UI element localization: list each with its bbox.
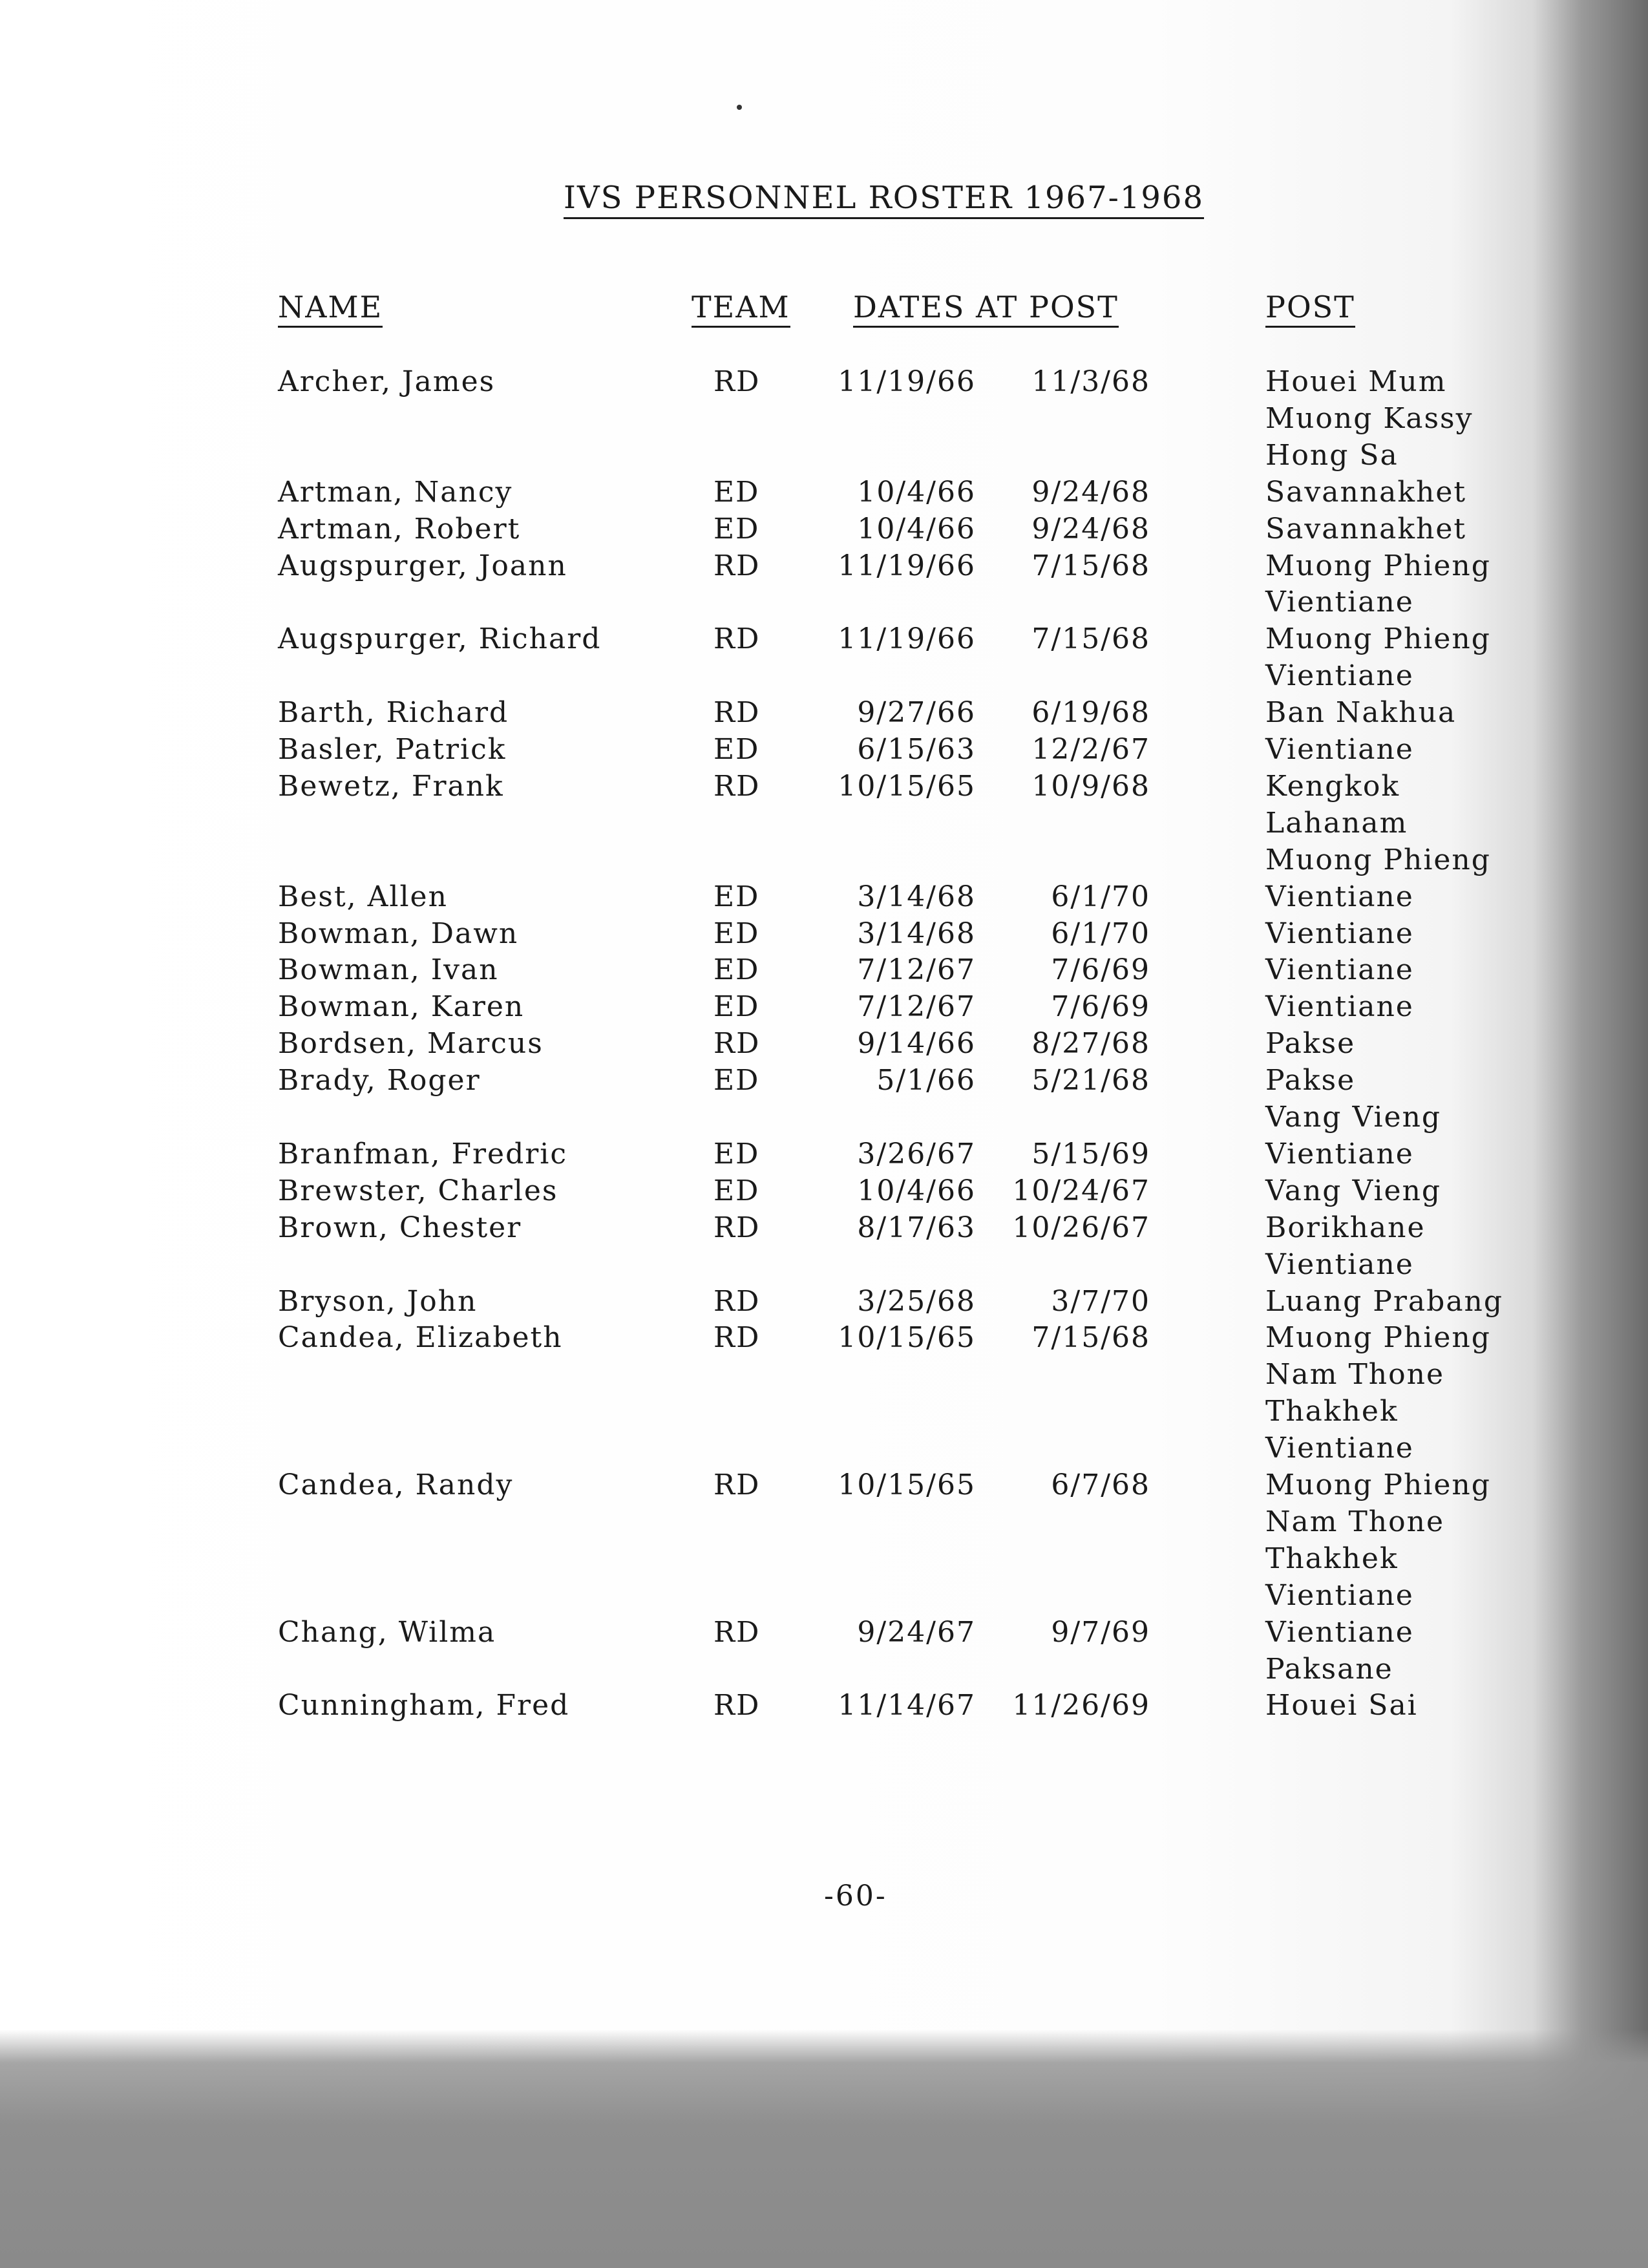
post-location: Luang Prabang [1265, 1285, 1504, 1318]
table-row [0, 1467, 1648, 1503]
start-date: 7/12/67 [857, 990, 976, 1023]
table-row [0, 732, 1648, 768]
table-row [0, 474, 1648, 511]
table-row [0, 511, 1648, 547]
post-location: Vang Vieng [1265, 1174, 1442, 1207]
post-location: Muong Phieng [1265, 843, 1491, 876]
team-code: ED [713, 1174, 760, 1207]
table-row [0, 584, 1648, 620]
team-code: RD [713, 696, 761, 729]
table-row [0, 1430, 1648, 1467]
post-location: Savannakhet [1265, 513, 1467, 546]
person-name: Archer, James [278, 365, 496, 398]
person-name: Barth, Richard [278, 696, 509, 729]
start-date: 10/4/66 [857, 1174, 976, 1207]
post-location: Houei Mum [1265, 365, 1447, 398]
start-date: 11/14/67 [838, 1689, 976, 1722]
team-code: RD [713, 1689, 761, 1722]
column-header-dates: DATES AT POST [853, 290, 1119, 328]
team-code: RD [713, 1468, 761, 1501]
person-name: Artman, Nancy [278, 476, 513, 509]
column-header-team: TEAM [692, 290, 790, 328]
table-row [0, 548, 1648, 584]
post-location: Kengkok [1265, 770, 1400, 803]
start-date: 8/17/63 [857, 1211, 976, 1244]
person-name: Best, Allen [278, 880, 448, 913]
table-row [0, 1578, 1648, 1614]
end-date: 7/6/69 [1051, 990, 1150, 1023]
post-location: Muong Kassy [1265, 402, 1474, 435]
person-name: Augspurger, Joann [278, 549, 567, 582]
start-date: 11/19/66 [838, 365, 976, 398]
team-code: ED [713, 953, 760, 986]
end-date: 5/15/69 [1031, 1138, 1150, 1171]
table-row [0, 1504, 1648, 1540]
end-date: 5/21/68 [1031, 1064, 1150, 1097]
post-location: Nam Thone [1265, 1358, 1444, 1391]
start-date: 11/19/66 [838, 549, 976, 582]
column-header-name: NAME [278, 290, 383, 328]
table-row [0, 1394, 1648, 1430]
start-date: 10/4/66 [857, 476, 976, 509]
table-row [0, 401, 1648, 437]
start-date: 5/1/66 [876, 1064, 976, 1097]
table-row [0, 1063, 1648, 1099]
table-row [0, 916, 1648, 952]
end-date: 3/7/70 [1051, 1285, 1150, 1318]
person-name: Brewster, Charles [278, 1174, 558, 1207]
table-row [0, 695, 1648, 731]
post-location: Muong Phieng [1265, 622, 1491, 655]
start-date: 3/26/67 [857, 1138, 976, 1171]
post-location: Vientiane [1265, 880, 1414, 913]
table-row [0, 1284, 1648, 1320]
person-name: Branfman, Fredric [278, 1138, 568, 1171]
person-name: Bewetz, Frank [278, 770, 504, 803]
page-title: IVS PERSONNEL ROSTER 1967-1968 [564, 180, 1204, 219]
person-name: Candea, Elizabeth [278, 1321, 563, 1354]
team-code: RD [713, 365, 761, 398]
table-row [0, 621, 1648, 657]
page-number: -60- [824, 1880, 887, 1913]
team-code: RD [713, 1616, 761, 1649]
end-date: 12/2/67 [1031, 733, 1150, 766]
speck [737, 105, 742, 110]
end-date: 6/1/70 [1051, 917, 1150, 950]
end-date: 10/9/68 [1031, 770, 1150, 803]
start-date: 10/4/66 [857, 513, 976, 546]
team-code: RD [713, 1211, 761, 1244]
table-row [0, 842, 1648, 878]
scan-shadow [0, 2030, 1648, 2268]
post-location: Vientiane [1265, 990, 1414, 1023]
end-date: 6/7/68 [1051, 1468, 1150, 1501]
start-date: 10/15/65 [838, 1321, 976, 1354]
end-date: 7/15/68 [1031, 622, 1150, 655]
post-location: Ban Nakhua [1265, 696, 1457, 729]
start-date: 10/15/65 [838, 1468, 976, 1501]
table-row [0, 768, 1648, 805]
person-name: Brown, Chester [278, 1211, 522, 1244]
end-date: 7/15/68 [1031, 549, 1150, 582]
start-date: 6/15/63 [857, 733, 976, 766]
end-date: 11/26/69 [1012, 1689, 1150, 1722]
post-location: Savannakhet [1265, 476, 1467, 509]
post-location: Muong Phieng [1265, 1321, 1491, 1354]
team-code: RD [713, 1321, 761, 1354]
post-location: Vientiane [1265, 1138, 1414, 1171]
column-header-post: POST [1265, 290, 1355, 328]
table-row [0, 1320, 1648, 1356]
table-row [0, 1210, 1648, 1246]
post-location: Vang Vieng [1265, 1101, 1442, 1134]
table-row [0, 1357, 1648, 1393]
person-name: Bordsen, Marcus [278, 1027, 544, 1060]
post-location: Vientiane [1265, 1616, 1414, 1649]
start-date: 9/27/66 [857, 696, 976, 729]
end-date: 8/27/68 [1031, 1027, 1150, 1060]
post-location: Muong Phieng [1265, 549, 1491, 582]
start-date: 9/14/66 [857, 1027, 976, 1060]
end-date: 10/26/67 [1012, 1211, 1150, 1244]
team-code: ED [713, 1064, 760, 1097]
post-location: Vientiane [1265, 1579, 1414, 1612]
team-code: RD [713, 622, 761, 655]
team-code: ED [713, 917, 760, 950]
person-name: Brady, Roger [278, 1064, 481, 1097]
post-location: Vientiane [1265, 1248, 1414, 1281]
post-location: Vientiane [1265, 917, 1414, 950]
person-name: Chang, Wilma [278, 1616, 496, 1649]
end-date: 7/6/69 [1051, 953, 1150, 986]
team-code: ED [713, 880, 760, 913]
post-location: Vientiane [1265, 659, 1414, 692]
table-row [0, 1615, 1648, 1651]
start-date: 7/12/67 [857, 953, 976, 986]
post-location: Lahanam [1265, 807, 1408, 840]
start-date: 3/14/68 [857, 880, 976, 913]
team-code: ED [713, 990, 760, 1023]
start-date: 10/15/65 [838, 770, 976, 803]
table-row [0, 1136, 1648, 1172]
end-date: 11/3/68 [1031, 365, 1150, 398]
end-date: 9/24/68 [1031, 513, 1150, 546]
person-name: Bowman, Karen [278, 990, 525, 1023]
person-name: Candea, Randy [278, 1468, 514, 1501]
person-name: Bryson, John [278, 1285, 478, 1318]
post-location: Pakse [1265, 1064, 1356, 1097]
table-row [0, 805, 1648, 842]
team-code: RD [713, 1027, 761, 1060]
post-location: Nam Thone [1265, 1505, 1444, 1538]
post-location: Thakhek [1265, 1395, 1399, 1428]
post-location: Houei Sai [1265, 1689, 1418, 1722]
start-date: 3/25/68 [857, 1285, 976, 1318]
post-location: Muong Phieng [1265, 1468, 1491, 1501]
end-date: 10/24/67 [1012, 1174, 1150, 1207]
team-code: ED [713, 513, 760, 546]
post-location: Vientiane [1265, 953, 1414, 986]
post-location: Vientiane [1265, 586, 1414, 619]
post-location: Hong Sa [1265, 439, 1399, 472]
post-location: Borikhane [1265, 1211, 1426, 1244]
table-row [0, 952, 1648, 988]
post-location: Thakhek [1265, 1542, 1399, 1575]
end-date: 9/7/69 [1051, 1616, 1150, 1649]
table-row [0, 438, 1648, 474]
team-code: RD [713, 770, 761, 803]
end-date: 6/19/68 [1031, 696, 1150, 729]
end-date: 6/1/70 [1051, 880, 1150, 913]
table-row [0, 1651, 1648, 1688]
end-date: 9/24/68 [1031, 476, 1150, 509]
start-date: 11/19/66 [838, 622, 976, 655]
table-row [0, 1173, 1648, 1209]
table-row [0, 364, 1648, 400]
person-name: Artman, Robert [278, 513, 521, 546]
table-row [0, 879, 1648, 915]
post-location: Vientiane [1265, 1432, 1414, 1465]
team-code: ED [713, 733, 760, 766]
post-location: Paksane [1265, 1653, 1393, 1686]
table-row [0, 1247, 1648, 1283]
team-code: ED [713, 1138, 760, 1171]
start-date: 9/24/67 [857, 1616, 976, 1649]
person-name: Augspurger, Richard [278, 622, 602, 655]
table-row [0, 1099, 1648, 1136]
post-location: Pakse [1265, 1027, 1356, 1060]
post-location: Vientiane [1265, 733, 1414, 766]
person-name: Cunningham, Fred [278, 1689, 570, 1722]
table-row [0, 989, 1648, 1025]
start-date: 3/14/68 [857, 917, 976, 950]
table-row [0, 1688, 1648, 1724]
table-row [0, 1541, 1648, 1577]
table-row [0, 1026, 1648, 1062]
person-name: Basler, Patrick [278, 733, 507, 766]
table-row [0, 658, 1648, 694]
team-code: RD [713, 1285, 761, 1318]
person-name: Bowman, Ivan [278, 953, 499, 986]
end-date: 7/15/68 [1031, 1321, 1150, 1354]
team-code: RD [713, 549, 761, 582]
person-name: Bowman, Dawn [278, 917, 519, 950]
team-code: ED [713, 476, 760, 509]
